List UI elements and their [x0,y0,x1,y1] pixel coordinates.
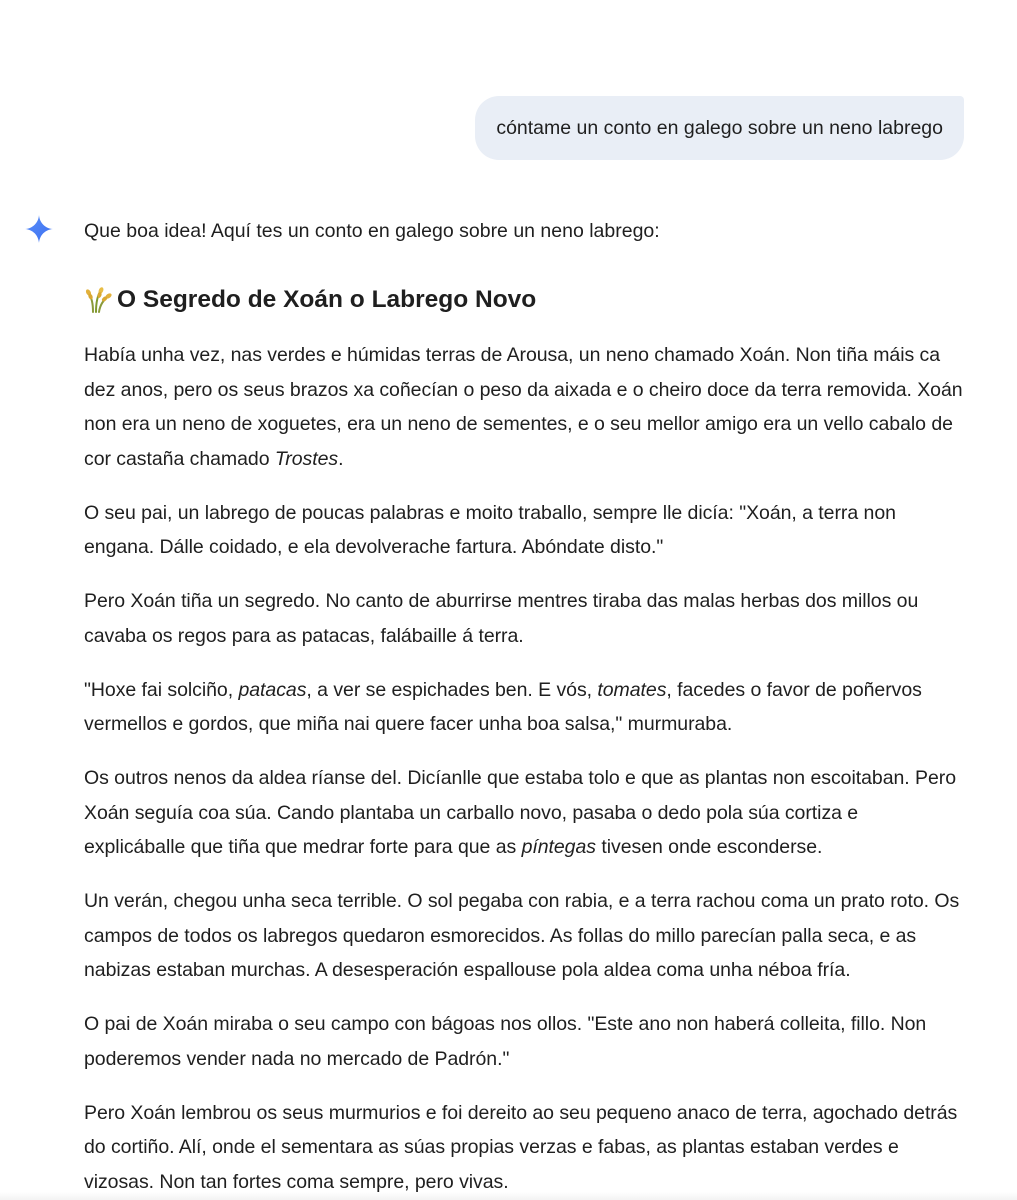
story-paragraph: Había unha vez, nas verdes e húmidas terras de Arousa, un neno chamado Xoán. Non tiña máis ca dez anos, pero os seus brazos xa coñecían o peso da aixada e o cheiro doce da terra removida. Xoán non era un neno de xoguetes, era un neno de sementes, e o seu mellor amigo era un vello cabalo de cor castaña chamado Trostes. [84,344,963,470]
scroll-fade [0,1192,1017,1200]
story-title [84,283,536,317]
user-message-row [475,96,964,160]
story-paragraph: Pero Xoán lembrou os seus murmurios e foi dereito ao seu pequeno anaco de terra, agochado detrás do cortiño. Alí, onde el sementara as súas propias verzas e fabas, as plantas estaban verdes e vizosas. Non tan fortes coma sempre, pero vivas. [84,1101,958,1193]
story-paragraph: Pero Xoán tiña un segredo. No canto de aburrirse mentres tiraba das malas herbas dos millos ou cavaba os regos para as patacas, falábaille á terra. [84,590,919,647]
model-response [84,214,964,1193]
response-intro: Que boa idea! Aquí tes un conto en galego sobre un neno labrego: [84,220,660,242]
story-paragraph: "Hoxe fai solciño, patacas, a ver se espichades ben. E vós, tomates, facedes o favor de poñervos vermellos e gordos, que miña nai quere facer unha boa salsa," murmuraba. [84,678,922,735]
story-paragraph: Un verán, chegou unha seca terrible. O sol pegaba con rabia, e a terra rachou coma un prato roto. Os campos de todos os labregos quedaron esmorecidos. As follas do millo parecían palla seca, e as nabizas estaban murchas. A desesperación espallouse pola aldea coma unha néboa fría. [84,890,960,981]
gemini-sparkle-icon [24,214,54,244]
story-paragraph: O seu pai, un labrego de poucas palabras e moito traballo, sempre lle dicía: "Xoán, a terra non engana. Dálle coidado, e ela devolverache fartura. Abóndate disto." [84,501,896,558]
story-body [84,338,964,1200]
sheaf-of-rice-icon [84,286,112,314]
user-message-bubble: cóntame un conto en galego sobre un neno labrego [475,96,964,160]
story-paragraph: O pai de Xoán miraba o seu campo con bágoas nos ollos. "Este ano non haberá colleita, fillo. Non poderemos vender nada no mercado de Padrón." [84,1013,927,1070]
story-title-text: O Segredo de Xoán o Labrego Novo [117,286,537,313]
story-paragraph: Os outros nenos da aldea ríanse del. Dicíanlle que estaba tolo e que as plantas non escoitaban. Pero Xoán seguía coa súa. Cando plantaba un carballo novo, pasaba o dedo pola súa cortiza e explicáballe que tiña que medrar forte para que as píntegas tivesen onde esconderse. [84,767,957,858]
